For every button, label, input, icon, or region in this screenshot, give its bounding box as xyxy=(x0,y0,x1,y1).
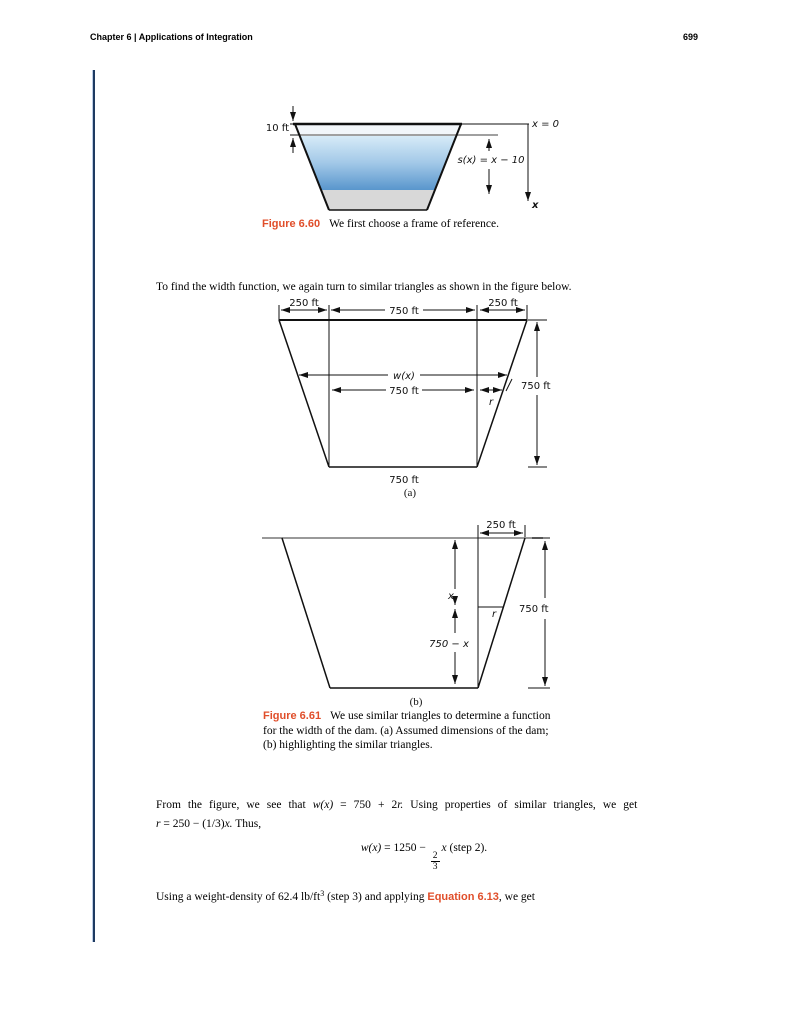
dam-trapezoid-outline xyxy=(282,538,525,688)
dim-750ft-mid: 750 ft xyxy=(389,386,419,397)
equation-step2 xyxy=(156,842,692,872)
figure-661-caption xyxy=(263,709,599,753)
text-run: (step 3) and applying xyxy=(324,891,428,903)
paragraph-similar-triangles xyxy=(156,796,692,834)
equation-613-link[interactable]: Equation 6.13 xyxy=(427,891,499,903)
caption-line-1 xyxy=(263,709,599,724)
paragraph-weight-density xyxy=(156,884,692,907)
subfig-b-label: (b) xyxy=(409,696,423,708)
subfig-a-label: (a) xyxy=(403,487,417,499)
label-10ft: 10 ft xyxy=(265,123,289,134)
equation-lhs-var: w(x) xyxy=(360,842,382,854)
text-run: Using a weight-density of 62.4 lb/ft xyxy=(156,891,321,903)
side-dimension-lines xyxy=(528,320,547,467)
equation-var-x: x xyxy=(441,842,447,854)
label-wx: w(x) xyxy=(393,371,415,382)
figure-661b-diagram xyxy=(260,515,570,713)
math-run: = 250 − (1/3) xyxy=(160,818,225,830)
cubed-superscript: 3 xyxy=(320,889,325,898)
chapter-header: Chapter 6 | Applications of Integration xyxy=(90,32,253,42)
figure-660-diagram xyxy=(240,95,580,220)
figure-660-caption-label: Figure 6.60 xyxy=(262,218,321,230)
text-run: From the figure, we see that xyxy=(156,799,313,811)
dim-250ft-top: 250 ft xyxy=(486,520,516,531)
text-run: , we get xyxy=(498,891,535,903)
equation-lhs-rest: = 1250 − xyxy=(381,842,429,854)
similar-triangle-lines xyxy=(478,525,503,688)
dim-250ft-right: 250 ft xyxy=(488,298,518,309)
figure-660-caption-text: We first choose a frame of reference. xyxy=(329,218,499,230)
label-x-equals-0: x = 0 xyxy=(532,119,560,130)
dim-750ft-top: 750 ft xyxy=(389,306,419,317)
text-run: Thus, xyxy=(232,818,262,830)
fraction-numerator: 2 xyxy=(432,851,438,861)
caption-line-3: (b) highlighting the similar triangles. xyxy=(263,739,433,751)
dim-750ft-bottom: 750 ft xyxy=(389,475,419,486)
paragraph-line-1 xyxy=(156,796,692,815)
label-r: r xyxy=(488,397,494,408)
dim-250ft-left: 250 ft xyxy=(289,298,319,309)
figure-661-caption-label: Figure 6.61 xyxy=(263,710,322,722)
dim-750ft-side: 750 ft xyxy=(519,604,549,615)
dim-750ft-side: 750 ft xyxy=(521,381,551,392)
page-number: 699 xyxy=(682,32,698,42)
math-r: r xyxy=(156,818,161,830)
fraction-denominator: 3 xyxy=(432,862,438,872)
caption-line-2: for the width of the dam. (a) Assumed dimensions of the dam; xyxy=(263,724,549,737)
fraction-two-thirds xyxy=(431,851,440,872)
math-r: r. xyxy=(397,799,404,811)
label-s-of-x: s(x) = x − 10 xyxy=(457,155,525,166)
figure-660-caption xyxy=(262,217,592,232)
math-run: = 750 + 2 xyxy=(333,799,398,811)
left-margin-rule xyxy=(92,70,95,942)
dam-cross-section-fill xyxy=(280,124,480,210)
label-x-axis: x xyxy=(532,200,539,211)
caption-text-1: We use similar triangles to determine a function xyxy=(330,710,551,722)
math-wx: w(x) xyxy=(312,799,334,811)
text-run: Using properties of similar triangles, we get xyxy=(403,799,638,811)
math-x: x. xyxy=(224,818,233,830)
paragraph-line-2 xyxy=(156,815,692,834)
paragraph-intro: To find the width function, we again turn to similar triangles as shown in the figure below. xyxy=(156,281,572,293)
figure-661a-diagram xyxy=(260,293,570,508)
label-x-dim: x xyxy=(448,591,454,602)
label-750-minus-x: 750 − x xyxy=(429,639,469,650)
equation-suffix: (step 2). xyxy=(446,842,488,854)
label-r: r xyxy=(491,609,497,620)
